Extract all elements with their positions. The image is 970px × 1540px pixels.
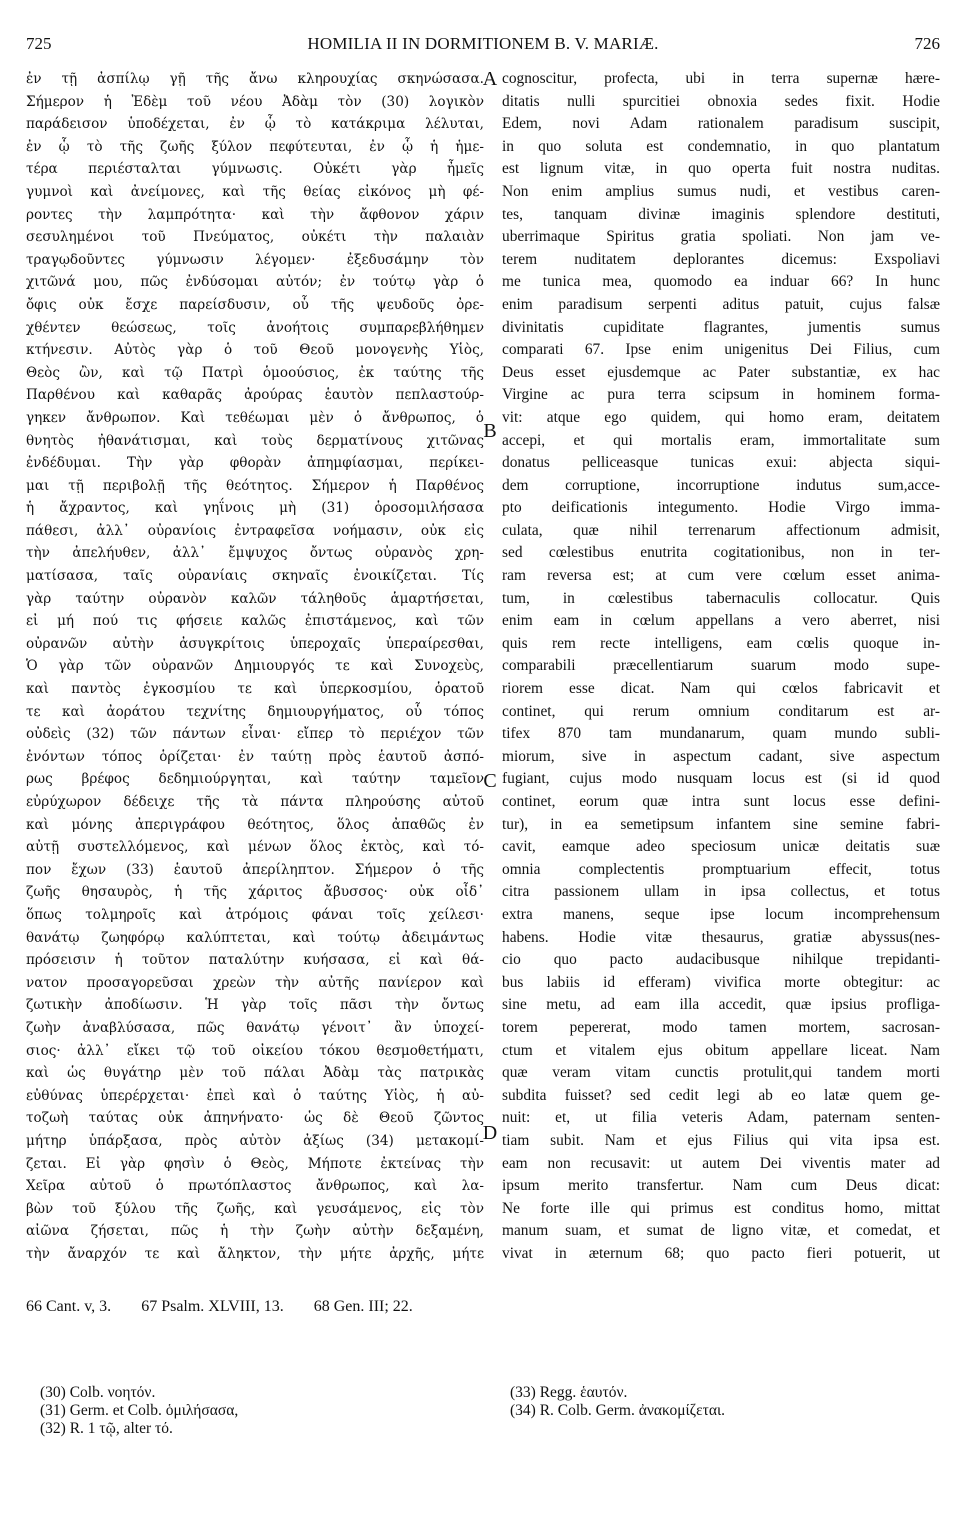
greek-text-line: τραγῳδοῦντες γύμνωσιν λέγομεν· ἐξεδυσάμην τὸν — [26, 251, 484, 268]
greek-text-line: βὼν τοῦ ξύλου τῆς ζωῆς, καὶ γευσάμενος, εἰς τὸν — [26, 1200, 484, 1217]
latin-text-line: quis rem recte intelligens, eam cœlis quoque in- — [502, 634, 940, 652]
greek-text-line: Ὁ γὰρ τῶν οὐρανῶν Δημιουργός τε καὶ Συνοχεὺς, — [26, 658, 484, 675]
latin-text-line: accepi, et qui mortalis eram, immortalitate sum — [502, 431, 940, 449]
footnote-67: 67 Psalm. XLVIII, 13. — [141, 1298, 284, 1315]
greek-text-line: οὐδεὶς (32) τῶν πάντων εἶναι· εἴπερ τὸ περιέχον τῶν — [26, 726, 484, 743]
greek-text-line: σεσυλημένοι τοῦ Πνεύματος, οὐκέτι τὴν παλαιὰν — [26, 229, 484, 246]
latin-text-line: cognoscitur, profecta, ubi in terra supernæ hære- — [502, 70, 940, 87]
greek-text-line: νατον προσαγορεῦσαι χρεὼν τὴν αὐτῆς πανίερον καὶ — [26, 974, 484, 991]
greek-text-line: τὴν ἄναρχόν τε καὶ ἄληκτον, τὴν μήτε ἀρχῆς, μήτε — [26, 1245, 484, 1262]
latin-text-line: comparati 67. Ipse enim unigenitus Dei Filius, cum — [502, 341, 940, 359]
latin-text-line: dem corruptione, incorruptione indutus sum,acce- — [502, 476, 940, 494]
greek-text-line: Χεῖρα αὐτοῦ ὁ πρωτόπλαστος ἄνθρωπος, καὶ λα- — [26, 1178, 484, 1195]
greek-text-line: μαι τῇ περιβολῇ τῆς θεότητος. Σήμερον ἡ Παρθένος — [26, 477, 484, 494]
greek-text-line: κτήνεσιν. Αὐτὸς γὰρ ὁ τοῦ Θεοῦ μονογενὴς Υἱὸς, — [26, 342, 484, 359]
greek-text-line: παράδεισον ὑποδέχεται, ἐν ᾧ τὸ κατάκριμα λέλυται, — [26, 116, 484, 133]
greek-text-line: οὐρανῶν αὐτὴν ἀσυγκρίτοις ὑπεροχαῖς ὑπεραίρεσθαι, — [26, 635, 484, 652]
margin-mark-d: D — [482, 1122, 498, 1144]
variant-note: (34) R. Colb. Germ. ἀνακομίζεται. — [510, 1402, 725, 1419]
greek-text-line: καὶ παντὸς ἐγκοσμίου τε καὶ ὑπερκοσμίου, ὁρατοῦ — [26, 681, 484, 698]
left-page-number: 725 — [26, 34, 52, 53]
greek-text-line: γηκεν ἄνθρωπον. Καὶ τεθέωμαι μὲν ὁ ἄνθρωπος, ὁ — [26, 409, 484, 426]
greek-text-line: τε καὶ ἀοράτου τεχνίτης δημιουργήματος, οὗ τόπος — [26, 703, 484, 720]
latin-text-line: me tunica mea, quomodo ea induar 66? In hunc — [502, 273, 940, 291]
greek-text-line: εἰ μή πού τις φήσειε καλῶς ἐπιστάμενος, καὶ τῶν — [26, 613, 484, 630]
greek-text-line: πρόσεισιν ἡ τοῦτον παταλύτην κυήσασα, εἰ καὶ θά- — [26, 952, 484, 969]
latin-text-line: citra passionem ullam in ipsa collectus, et totus — [502, 883, 940, 901]
margin-mark-c: C — [483, 770, 497, 792]
greek-text-line: εὐρύχωρον δέδειχε τῆς τὰ πάντα πληρούσης αὐτοῦ — [26, 794, 484, 810]
latin-text-line: tum, in cœlestibus tabernaculis collocatur. Quis — [502, 589, 940, 607]
latin-text-line: tifex 870 tam mundanarum, quam mundo subli- — [502, 725, 940, 743]
greek-text-line: ζεται. Εἰ γὰρ φησὶν ὁ Θεὸς, Μήποτε ἐκτείνας τὴν — [26, 1155, 484, 1172]
footnote-66: 66 Cant. v, 3. — [26, 1298, 112, 1315]
greek-text-line: καὶ ὡς θυγάτηρ μὲν τοῦ πάλαι Ἀδὰμ τὰς πατρικὰς — [26, 1065, 484, 1082]
latin-text-line: pto deificationis integumento. Hodie Virgo imma- — [502, 499, 940, 517]
latin-text-line: enim eam in cœlum appellans a vero aberret, nisi — [502, 612, 940, 630]
greek-text-line: χθέντεν θεώσεως, τοῖς ἀνοήτοις συμπαρεβλήθημεν — [26, 319, 484, 336]
greek-text-line: αἰῶνα ζήσεται, πῶς ἡ τὴν ζωὴν αὐτὴν δεξαμένη, — [26, 1223, 484, 1240]
latin-text-line: ram reversa est; at cum vere cœlum esset anima- — [502, 567, 940, 585]
latin-text-line: Edem, novi Adam rationalem paradisum suscipit, — [502, 115, 940, 133]
latin-text-line: riorem esse dicat. Nam qui cœlos fabricavit et — [502, 680, 940, 698]
latin-text-line: enim paradisum serpenti aditus patuit, cujus falsæ — [502, 295, 940, 313]
variant-note: (32) R. 1 τῷ, alter τό. — [40, 1420, 173, 1437]
variant-note: (31) Germ. et Colb. ὁμιλήσασα, — [40, 1402, 239, 1419]
latin-text-line: culata, quæ nihil terrenarum affectionum admisit, — [502, 521, 940, 539]
latin-text-line: continet, qui rerum omnium conditarum est ar- — [502, 702, 940, 720]
latin-column — [502, 68, 940, 1265]
greek-text-line: ἡ ἄχραντος, καὶ γηΐνοις μὴ (31) ὁροσομιλήσασα — [26, 500, 484, 517]
latin-text-line: sed cœlestibus enutrita cogitationibus, non in ter- — [502, 544, 940, 562]
latin-text-line: Deus esset ejusdemque ac Pater substantiæ, ex hac — [502, 363, 940, 381]
greek-text-line: ἐνδέδυμαι. Τὴν γὰρ φθορὰν ἀπημφίασμαι, περίκει- — [26, 455, 484, 472]
greek-text-line: αὐτῇ συστελλόμενος, καὶ μένων ὅλος ἐκτὸς, καὶ τό- — [26, 839, 484, 856]
running-title: HOMILIA II IN DORMITIONEM B. V. MARIÆ. — [307, 34, 659, 53]
latin-text-line: habens. Hodie vitæ thesaurus, gratiæ abyssus(nes- — [502, 928, 940, 946]
greek-text-line: ζωῆς θησαυρὸς, ἡ τῆς χάριτος ἄβυσσος· οὐκ οἶδ᾽ — [26, 884, 484, 901]
greek-text-line: τὴν ἀπελήυθεν, ἀλλ᾽ ἔμψυχος ὄντως οὐρανὸς χρη- — [26, 545, 484, 562]
latin-text-line: continet, eorum quæ intra sunt locus esse defini- — [502, 793, 940, 810]
greek-column — [26, 68, 484, 1265]
latin-text-line: vit: atque ego quidem, qui homo eram, deitatem — [502, 408, 940, 426]
greek-text-line: τέρα περιέσταλται γύμνωσις. Οὐκέτι γὰρ ἦμεῖς — [26, 161, 484, 178]
greek-text-line: καὶ μόνης ἀπεριγράφου θεότητος, ὅλος ἀπαθῶς ἐν — [26, 816, 484, 833]
latin-text-line: subdita fuisset? sed cedit legi ab eo latæ quem ge- — [502, 1086, 940, 1104]
greek-text-line: ἐν ᾧ τὸ τῆς ζωῆς ξύλον πεφύτευται, ἐν ᾧ ἡ ἡμε- — [26, 138, 484, 155]
greek-text-line: γυμνοὶ καὶ ἀνείμονες, καὶ τῆς θείας εἰκόνος μὴ φέ- — [26, 183, 484, 200]
latin-text-line: sine metu, ad eam illa accedit, quæ ipsius profliga- — [502, 996, 940, 1014]
latin-text-line: vivat in æternum 68; quo pacto fieri potuerit, ut — [502, 1244, 940, 1262]
greek-text-line: πάθεσι, ἀλλ᾽ οὐρανίοις ἐντραφεῖσα νοήμασιν, οὐκ εἰς — [26, 522, 484, 539]
greek-text-line: ζωὴν ἀναβλύσασα, πῶς θανάτῳ γένοιτ᾽ ἂν ὑποχεί- — [26, 1019, 484, 1036]
greek-text-line: ρως βρέφος δεδημιούργηται, καὶ ταύτην ταμεῖον — [26, 771, 484, 788]
greek-text-line: ὄφις οὐκ ἔσχε παρείσδυσιν, οὗ τῆς ψευδοῦς ὀρε- — [26, 296, 484, 313]
greek-text-line: Σήμερον ἡ Ἐδὲμ τοῦ νέου Ἀδὰμ τὸν (30) λογικὸν — [26, 93, 484, 110]
footnote-68: 68 Gen. III; 22. — [313, 1298, 413, 1315]
latin-text-line: fugiant, cujus modo nusquam locus est (si id quod — [502, 770, 940, 788]
greek-text-line: εὐθύνας ὑπερέρχεται· ἐπεὶ καὶ ὁ ταύτης Υἱὸς, ἡ αὐ- — [26, 1087, 484, 1104]
latin-text-line: eam non recusavit: ut autem Dei viventis mater ad — [502, 1154, 940, 1172]
greek-text-line: θνητὸς ἠθανάτισμαι, καὶ τοὺς δερματίνους χιτῶνας — [26, 432, 484, 449]
greek-text-line: τοζωὴ ταύτας οὐκ ἀπηνήνατο· ὡς δὲ Θεοῦ ζῶντος — [26, 1110, 484, 1127]
latin-text-line: cio quo pacto audacibusque nihilque trepidanti- — [502, 951, 940, 969]
greek-text-line: ἐνόντων τόπος ὁρίζεται· ἐν ταύτῃ πρὸς ἑαυτοῦ ἀσπό- — [26, 748, 484, 765]
greek-text-line: ζωτικὴν ἀποδίωσιν. Ἡ γὰρ τοῖς πᾶσι τὴν ὄντως — [26, 997, 484, 1014]
latin-text-line: extra manens, seque ipse locum incomprehensum — [502, 905, 940, 923]
latin-text-line: ipsum merito transfertur. Nam cum Deus dicat: — [502, 1177, 940, 1195]
latin-text-line: tur), in ea semetipsum infantem sine semine fabri- — [502, 815, 940, 833]
variant-note: (30) Colb. νοητόν. — [40, 1384, 156, 1401]
variant-note: (33) Regg. ἑαυτόν. — [510, 1384, 628, 1401]
latin-text-line: ctum et vitalem ejus obitum appellare liceat. Nam — [502, 1041, 940, 1059]
greek-text-line: ροντες τὴν λαμπρότητα· καὶ τὴν ἄφθονον χάριν — [26, 206, 484, 223]
greek-text-line: σιος· ἀλλ᾽ εἴκει τῷ τοῦ οἰκείου τόκου θεσμοθετήματι, — [26, 1042, 484, 1059]
greek-text-line: Παρθένου καὶ καθαρᾶς ἀρούρας ἑαυτὸν πεπλαστούρ- — [26, 387, 484, 404]
latin-text-line: donatus pelliceasque tunicas exui: abjecta siqui- — [502, 454, 940, 472]
greek-text-line: μήτηρ ὑπάρξασα, πρὸς αὐτὸν ἀξίως (34) μετακομί- — [26, 1132, 484, 1149]
latin-text-line: tiam subit. Nam et ejus Filius qui vita ipsa est. — [502, 1131, 940, 1149]
greek-text-line: ἐν τῇ ἀσπίλῳ γῇ τῆς ἄνω κληρουχίας σκηνώσασα. — [26, 71, 484, 87]
greek-text-line: θανάτῳ ζωηφόρῳ καλύπτεται, καὶ τούτῳ ἀδειμάντως — [26, 929, 484, 946]
latin-text-line: Non enim amplius sumus nudi, et vestibus caren- — [502, 182, 940, 200]
latin-text-line: Virgine ac pura terra scipsum in hominem forma- — [502, 386, 940, 404]
running-header — [26, 34, 940, 58]
latin-text-line: bus labiis id efferam) vivifica morte obtegitur: ac — [502, 973, 940, 991]
latin-text-line: nuit: et, ut filia veteris Adam, paternam senten- — [502, 1109, 940, 1127]
latin-text-line: miorum, sive in aspectum cadant, sive aspectum — [502, 747, 940, 765]
latin-text-line: in quo soluta est condemnatio, in quo plantatum — [502, 137, 940, 155]
variant-notes-right — [510, 1384, 930, 1420]
margin-mark-a: A — [482, 68, 498, 90]
latin-text-line: ditatis nulli spurcitiei obnoxia sedes fixit. Hodie — [502, 92, 940, 110]
latin-text-line: torem pepererat, modo tamen mortem, sacrosan- — [502, 1018, 940, 1036]
greek-text-line: Θεὸς ὢν, καὶ τῷ Πατρὶ ὁμοούσιος, ἐκ ταύτης τῆς — [26, 364, 484, 381]
scripture-footnotes — [26, 1298, 940, 1316]
greek-text-line: ὅπως τολμηροῖς καὶ ἀτρόμοις φάναι τοῖς χείλεσι· — [26, 906, 484, 923]
greek-text-line: γὰρ ταύτην οὐρανὸν καλῶν τάληθοῦς ἁμαρτήσεται, — [26, 590, 484, 607]
latin-text-line: tes, tanquam divinæ imaginis splendore destituti, — [502, 205, 940, 223]
greek-text-line: χιτῶνά μου, πῶς ἐνδύσομαι αὐτόν; ἐν τούτῳ γὰρ ὁ — [26, 274, 484, 291]
latin-text-line: divinitatis cupiditate flagrantes, jumentis sumus — [502, 318, 940, 336]
greek-text-line: πον ἔχων (33) ἑαυτοῦ ἀπερίληπτον. Σήμερον ὁ τῆς — [26, 861, 484, 878]
latin-text-line: cavit, eamque adeo speciosum unicæ deitatis suæ — [502, 838, 940, 856]
latin-text-line: est lignum vitæ, in quo operta fuit nostra nuditas. — [502, 160, 940, 178]
latin-text-line: Ne forte ille qui primus est conditus homo, mittat — [502, 1199, 940, 1217]
latin-text-line: omnia complectentis promptuarium effecit, totus — [502, 860, 940, 878]
latin-text-line: manum suam, et sumat de ligno vitæ, et comedat, et — [502, 1222, 940, 1240]
variant-notes-left — [40, 1384, 460, 1438]
margin-mark-b: B — [483, 420, 497, 442]
latin-text-line: uberrimaque Spiritus gratia spoliati. Non jam ve- — [502, 228, 940, 246]
greek-text-line: ματίσασα, ταῖς οὐρανίαις σκηναῖς ἐνοικίζεται. Τίς — [26, 568, 484, 585]
latin-text-line: quæ veram vitam cunctis protulit,qui tandem morti — [502, 1064, 940, 1082]
latin-text-line: terem nuditatem deplorantes dicemus: Exspoliavi — [502, 250, 940, 268]
latin-text-line: comparabili præcellentiarum suarum modo supe- — [502, 657, 940, 675]
right-page-number: 726 — [914, 34, 940, 53]
